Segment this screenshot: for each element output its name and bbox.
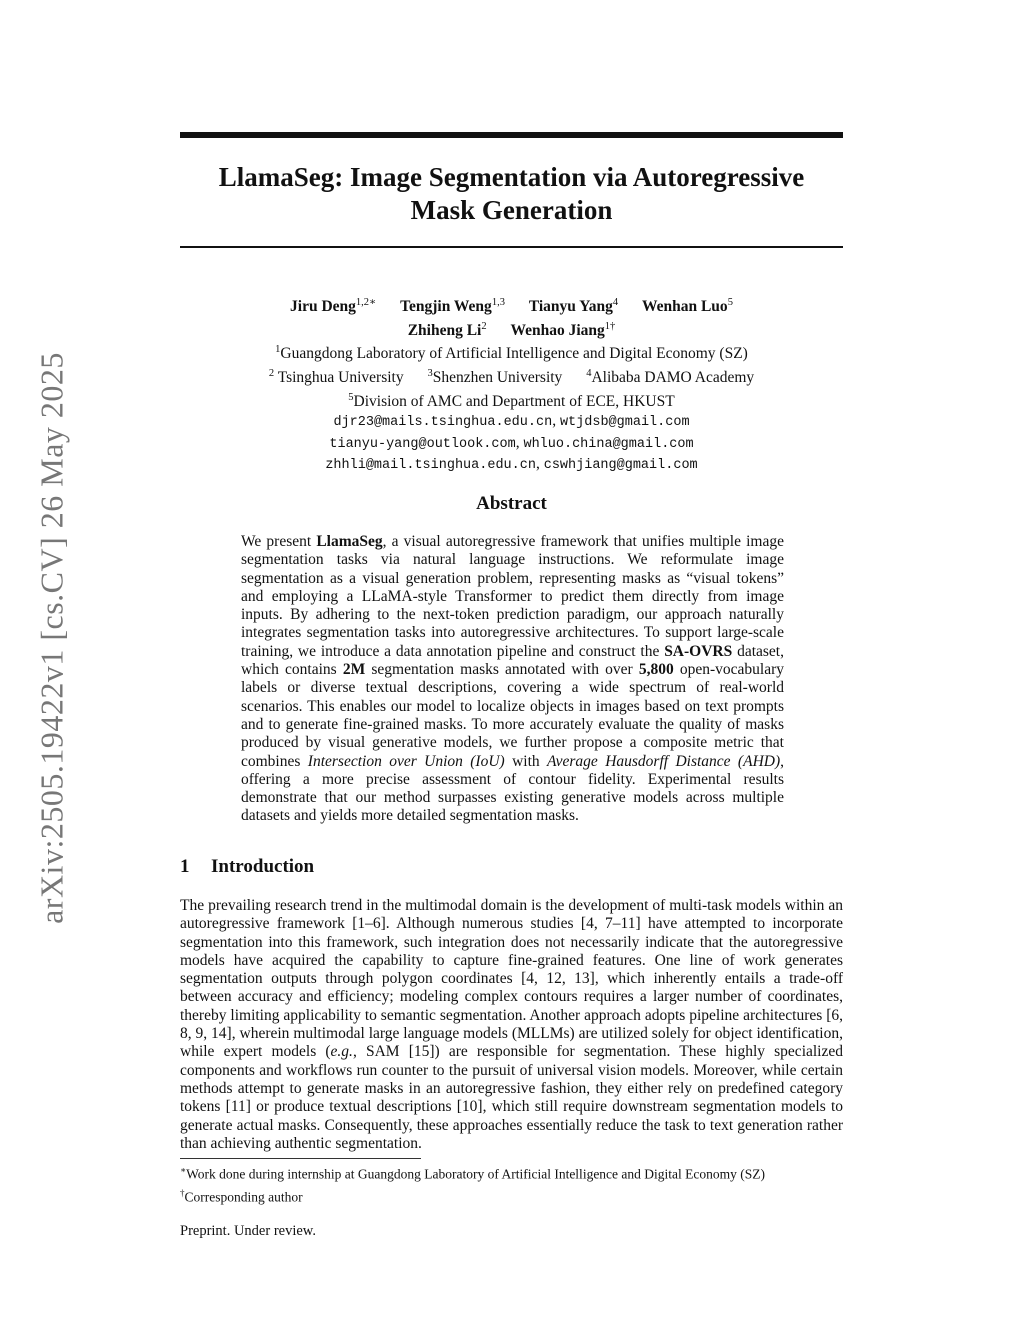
section-title: Introduction (211, 856, 315, 877)
arxiv-identifier-stamp: arXiv:2505.19422v1 [cs.CV] 26 May 2025 (33, 352, 70, 924)
email[interactable]: wtjdsb@gmail.com (559, 415, 690, 431)
introduction-paragraph: The prevailing research trend in the multimodal domain is the development of multi-task models within an autoregressive framework [1–6]. Although numerous studies [4, 7–11] have attempted to incorporate segmentation into this framework, such integration does not necessarily indicate that the autoregressive models have acquired the capability to capture fine-grained features. One line of work generates segmentation outputs through polygon coordinates [4, 12, 13], which inherently entails a trade-off between accuracy and efficiency; modeling complex contours requires a larger number of coordinates, thereby limiting applicability to semantic segmentation. Another approach adopts pipeline architectures [6, 8, 9, 14], wherein multimodal large language models (MLLMs) are utilized solely for object identification, while expert models (e.g., SAM [15]) are responsible for segmentation. These highly specialized components and workflows run counter to the pursuit of universal vision models. Moreover, while certain methods attempt to generate masks in an autoregressive fashion, they either rely on predefined category tokens [11] or produce textual descriptions [10], which still require downstream segmentation models to generate actual masks. Consequently, these approaches essentially reduce the task to text generation rather than achieving authentic segmentation. (180, 897, 843, 1152)
author: Wenhan Luo$^5$ (641, 297, 733, 316)
author: Tianyu Yang$^4$ (528, 297, 619, 316)
title-line-2: Mask Generation (410, 195, 613, 225)
email-line-2: tianyu-yang@outlook.com, whluo.china@gmail.com (329, 433, 694, 452)
author: Jiru Deng$^{1,2∗}$ (290, 297, 377, 316)
affiliation-line-2: $^2$ Tsinghua University $^3$Shenzhen University $^4$Alibaba DAMO Academy (268, 367, 755, 387)
section-number: 1 (180, 856, 190, 877)
preprint-footer: Preprint. Under review. (180, 1223, 316, 1239)
email-line-3: zhhli@mail.tsinghua.edu.cn, cswhjiang@gmail.com (325, 455, 698, 474)
author: Wenhao Jiang$^{1\dagger}$ (510, 320, 616, 339)
author: Tengjin Weng$^{1,3}$ (400, 297, 505, 316)
email[interactable]: zhhli@mail.tsinghua.edu.cn (325, 458, 536, 474)
email[interactable]: cswhjiang@gmail.com (543, 458, 698, 474)
email-line-1: djr23@mails.tsinghua.edu.cn, wtjdsb@gmail.com (333, 412, 690, 431)
email[interactable]: tianyu-yang@outlook.com (329, 436, 516, 452)
author-row-2 (180, 317, 843, 341)
paper-title (180, 161, 843, 227)
affiliation-line-1: $^1$Guangdong Laboratory of Artificial Intelligence and Digital Economy (SZ) (275, 344, 748, 363)
footnotes (180, 1161, 843, 1206)
abstract-body: We present LlamaSeg, a visual autoregressive framework that unifies multiple image segmentation tasks via natural language instructions. We reformulate image segmentation as a visual generation problem, representing masks as “visual tokens” and employing a LLaMA-style Transformer to predict them directly from image inputs. By adhering to the next-token prediction paradigm, our approach naturally integrates segmentation tasks into autoregressive architectures. To support large-scale training, we introduce a data annotation pipeline and construct the SA-OVRS dataset, which contains 2M segmentation masks annotated with over 5,800 open-vocabulary labels or diverse textual descriptions, covering a wide spectrum of real-world scenarios. This enables our model to localize objects in images based on text prompts and to generate fine-grained masks. To more accurately evaluate the quality of masks produced by visual generative models, we further propose a composite metric that combines Intersection over Union (IoU) with Average Hausdorff Distance (AHD), offering a more precise assessment of contour fidelity. Experimental results demonstrate that our method surpasses existing generative models across multiple datasets and yields more detailed segmentation masks. (241, 533, 784, 825)
title-top-rule (180, 132, 843, 138)
author: Zhiheng Li$^2$ (407, 320, 487, 339)
abstract-heading: Abstract (476, 493, 547, 514)
email[interactable]: djr23@mails.tsinghua.edu.cn (333, 415, 553, 431)
footnote-1: ∗Work done during internship at Guangdong Laboratory of Artificial Intelligence and Digital Economy (SZ) (180, 1165, 766, 1182)
footnote-rule (180, 1158, 421, 1159)
footnote-2: †Corresponding author (180, 1187, 303, 1204)
affiliation-line-3: $^5$Division of AMC and Department of ECE, HKUST (348, 391, 675, 410)
author-block (180, 293, 843, 476)
author-row-1 (180, 293, 843, 317)
title-line-1: LlamaSeg: Image Segmentation via Autoregressive (218, 162, 805, 192)
title-bottom-rule (180, 246, 843, 248)
section-heading-introduction (180, 856, 843, 878)
email[interactable]: whluo.china@gmail.com (523, 436, 694, 452)
